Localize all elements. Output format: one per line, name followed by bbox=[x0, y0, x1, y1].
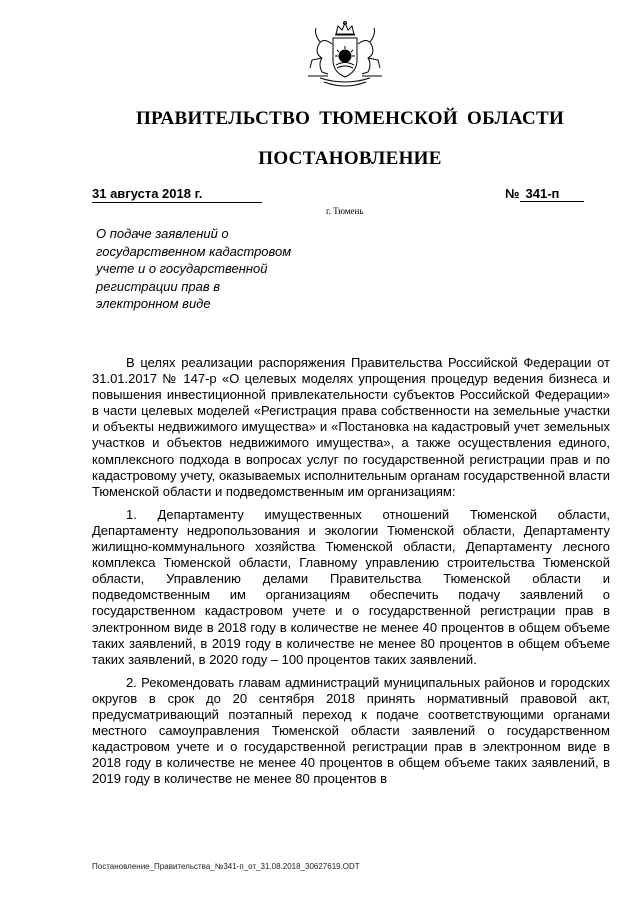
body-paragraph: В целях реализации распоряжения Правительства Российской Федерации от 31.01.2017 № 147-р «О целевых моделях упрощения процедур ведения бизнеса и повышения инвестиционной привлекательности субъектов Российской Федерации» в части целевых моделей «Регистрация права собственности на земельные участки и объекты недвижимого имущества» и «Постановка на кадастровый учет земельных участков и объектов недвижимого имущества», а также осуществления единого, комплексного подхода в вопросах услуг по государственной регистрации прав и по кадастровому учету, оказываемых исполнительным органам государственной власти Тюменской области и подведомственным им организациям: bbox=[92, 355, 610, 499]
footer-filename: Постановление_Правительства_№341-п_от_31.08.2018_30627619.ODT bbox=[92, 862, 360, 871]
document-date: 31 августа 2018 г. bbox=[92, 186, 262, 203]
document-number-label: № bbox=[505, 186, 520, 201]
tyumen-region-coat-of-arms-icon bbox=[298, 20, 392, 92]
document-type: ПОСТАНОВЛЕНИЕ bbox=[258, 148, 442, 169]
document-subject: О подаче заявлений о государственном кадастровом учете и о государственной регистрации прав в электронном виде bbox=[96, 226, 292, 311]
government-title: ПРАВИТЕЛЬСТВО ТЮМЕНСКОЙ ОБЛАСТИ bbox=[135, 108, 565, 129]
document-city: г. Тюмень bbox=[326, 206, 364, 216]
document-number bbox=[505, 186, 605, 202]
body-paragraph: 2. Рекомендовать главам администраций муниципальных районов и городских округов в срок до 20 сентября 2018 принять нормативный правовой акт, предусматривающий поэтапный переход к подаче соответствующими органами местного самоуправления Тюменской области заявлений о государственном кадастровом учете и о государственной регистрации прав в электронном виде в 2018 году в количестве не менее 40 процентов в общем объеме таких заявлений, в 2019 году в количестве не менее 80 процентов в bbox=[92, 674, 610, 787]
body-paragraph: 1. Департаменту имущественных отношений Тюменской области, Департаменту недропользования и экологии Тюменской области, Департаменту жилищно-коммунального хозяйства Тюменской области, Департаменту лесного комплекса Тюменской области, Главному управлению строительства Тюменской области, Управлению делами Правительства Тюменской области и подведомственным им организациям обеспечить подачу заявлений о государственном кадастровом учете и о государственной регистрации прав в электронном виде в 2018 году в количестве не менее 40 процентов в общем объеме таких заявлений, в 2019 году в количестве не менее 80 процентов в общем объеме таких заявлений, в 2020 году – 100 процентов таких заявлений. bbox=[92, 506, 610, 667]
document-number-value: 341-п bbox=[520, 186, 584, 202]
document-body bbox=[92, 355, 610, 794]
